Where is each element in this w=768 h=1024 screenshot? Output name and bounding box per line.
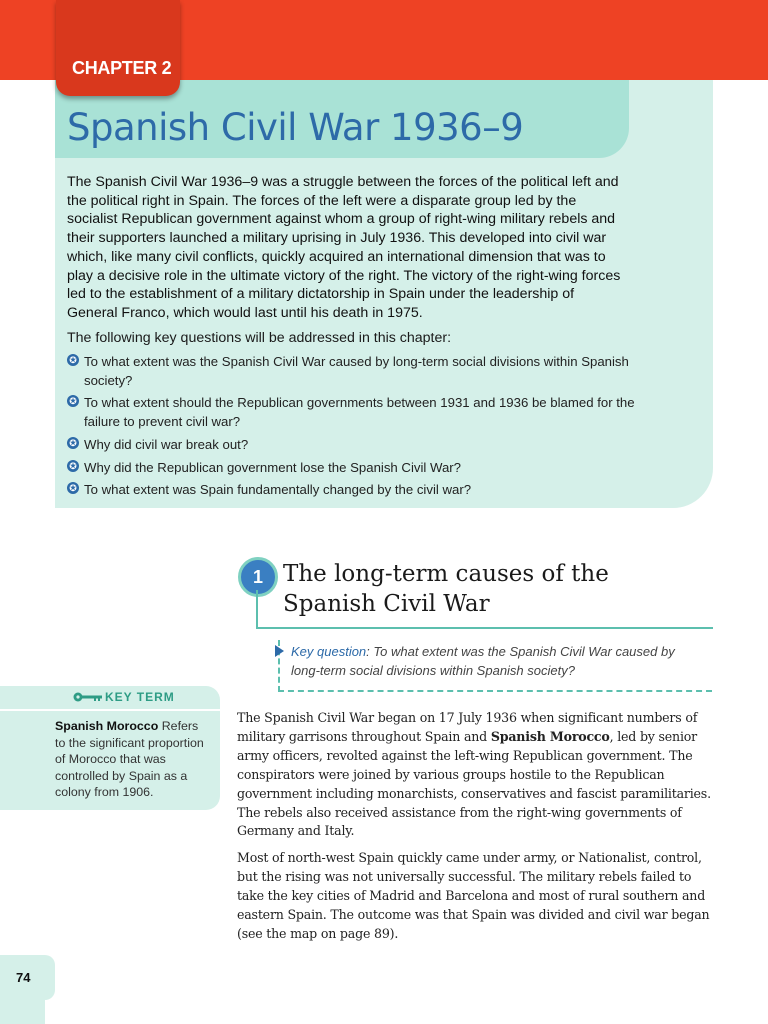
key-questions-intro: The following key questions will be addressed in this chapter: [67,330,452,346]
key-question-text: : To what extent was the Spanish Civil War caused by long-term social divisions within Spanish society? [291,644,675,678]
section-number-badge: 1 [238,557,278,597]
section-title: The long-term causes of the Spanish Civil War [283,561,609,617]
key-questions-list [67,353,637,504]
page-edge-strip [0,1000,45,1024]
key-term-word: Spanish Morocco [55,719,159,733]
star-bullet-icon: ✪ [67,395,79,407]
arrow-right-icon [275,645,284,657]
star-bullet-icon: ✪ [67,460,79,472]
list-item: ✪ To what extent was Spain fundamentally changed by the civil war? [67,481,637,500]
star-bullet-icon: ✪ [67,437,79,449]
body-paragraph-2: Most of north-west Spain quickly came under army, or Nationalist, control, but the rising was not universally successful. The military rebels failed to take the key cities of Madrid and Barcelona and most of rural southern and eastern Spain. The outcome was that Spain was divided and civil war began (see the map on page 89). [237,850,710,941]
key-term-header: KEY TERM [105,690,175,704]
list-item: ✪ To what extent was the Spanish Civil War caused by long-term social divisions within Spanish society? [67,353,637,390]
chapter-label: CHAPTER 2 [72,58,172,78]
list-item: ✪ Why did the Republican government lose the Spanish Civil War? [67,459,637,478]
chapter-title: Spanish Civil War 1936–9 [67,106,524,149]
key-question-label: Key question [291,644,367,659]
body-paragraph-1: The Spanish Civil War began on 17 July 1936 when significant numbers of military garrisons throughout Spain and Spanish Morocco, led by senior army officers, revolted against the left-wing Republican government. The conspirators were joined by various groups hostile to the Republican government including monarchists, conservatives and fascist paramilitaries. The rebels also received assistance from the right-wing governments of Germany and Italy. [237,710,711,839]
page-number: 74 [16,970,31,985]
key-term-highlight: Spanish Morocco [490,728,610,744]
section-rule-vertical [256,590,258,628]
key-icon [73,692,103,702]
list-item: ✪ Why did civil war break out? [67,436,637,455]
star-bullet-icon: ✪ [67,354,79,366]
star-bullet-icon: ✪ [67,482,79,494]
key-term-definition: Spanish Morocco Refers to the significant proportion of Morocco that was controlled by Spain as a colony from 1906. [55,719,204,799]
key-question [291,643,701,680]
chapter-tab [56,0,180,96]
list-item: ✪ To what extent should the Republican governments between 1931 and 1936 be blamed for the failure to prevent civil war? [67,394,637,431]
section-rule-horizontal [256,627,713,629]
intro-paragraph: The Spanish Civil War 1936–9 was a struggle between the forces of the political left and the political right in Spain. The forces of the left were a disparate group led by the socialist Republican government against whom a group of right-wing military rebels and their supporters launched a military uprising in July 1936. This developed into civil war which, like many civil conflicts, quickly acquired an international dimension that was to play a decisive role in the ultimate victory of the right. The victory of the right-wing forces led to the establishment of a military dictatorship in Spain under the leadership of General Franco, which would last until his death in 1975. [67,174,621,321]
key-term-divider [0,709,220,711]
